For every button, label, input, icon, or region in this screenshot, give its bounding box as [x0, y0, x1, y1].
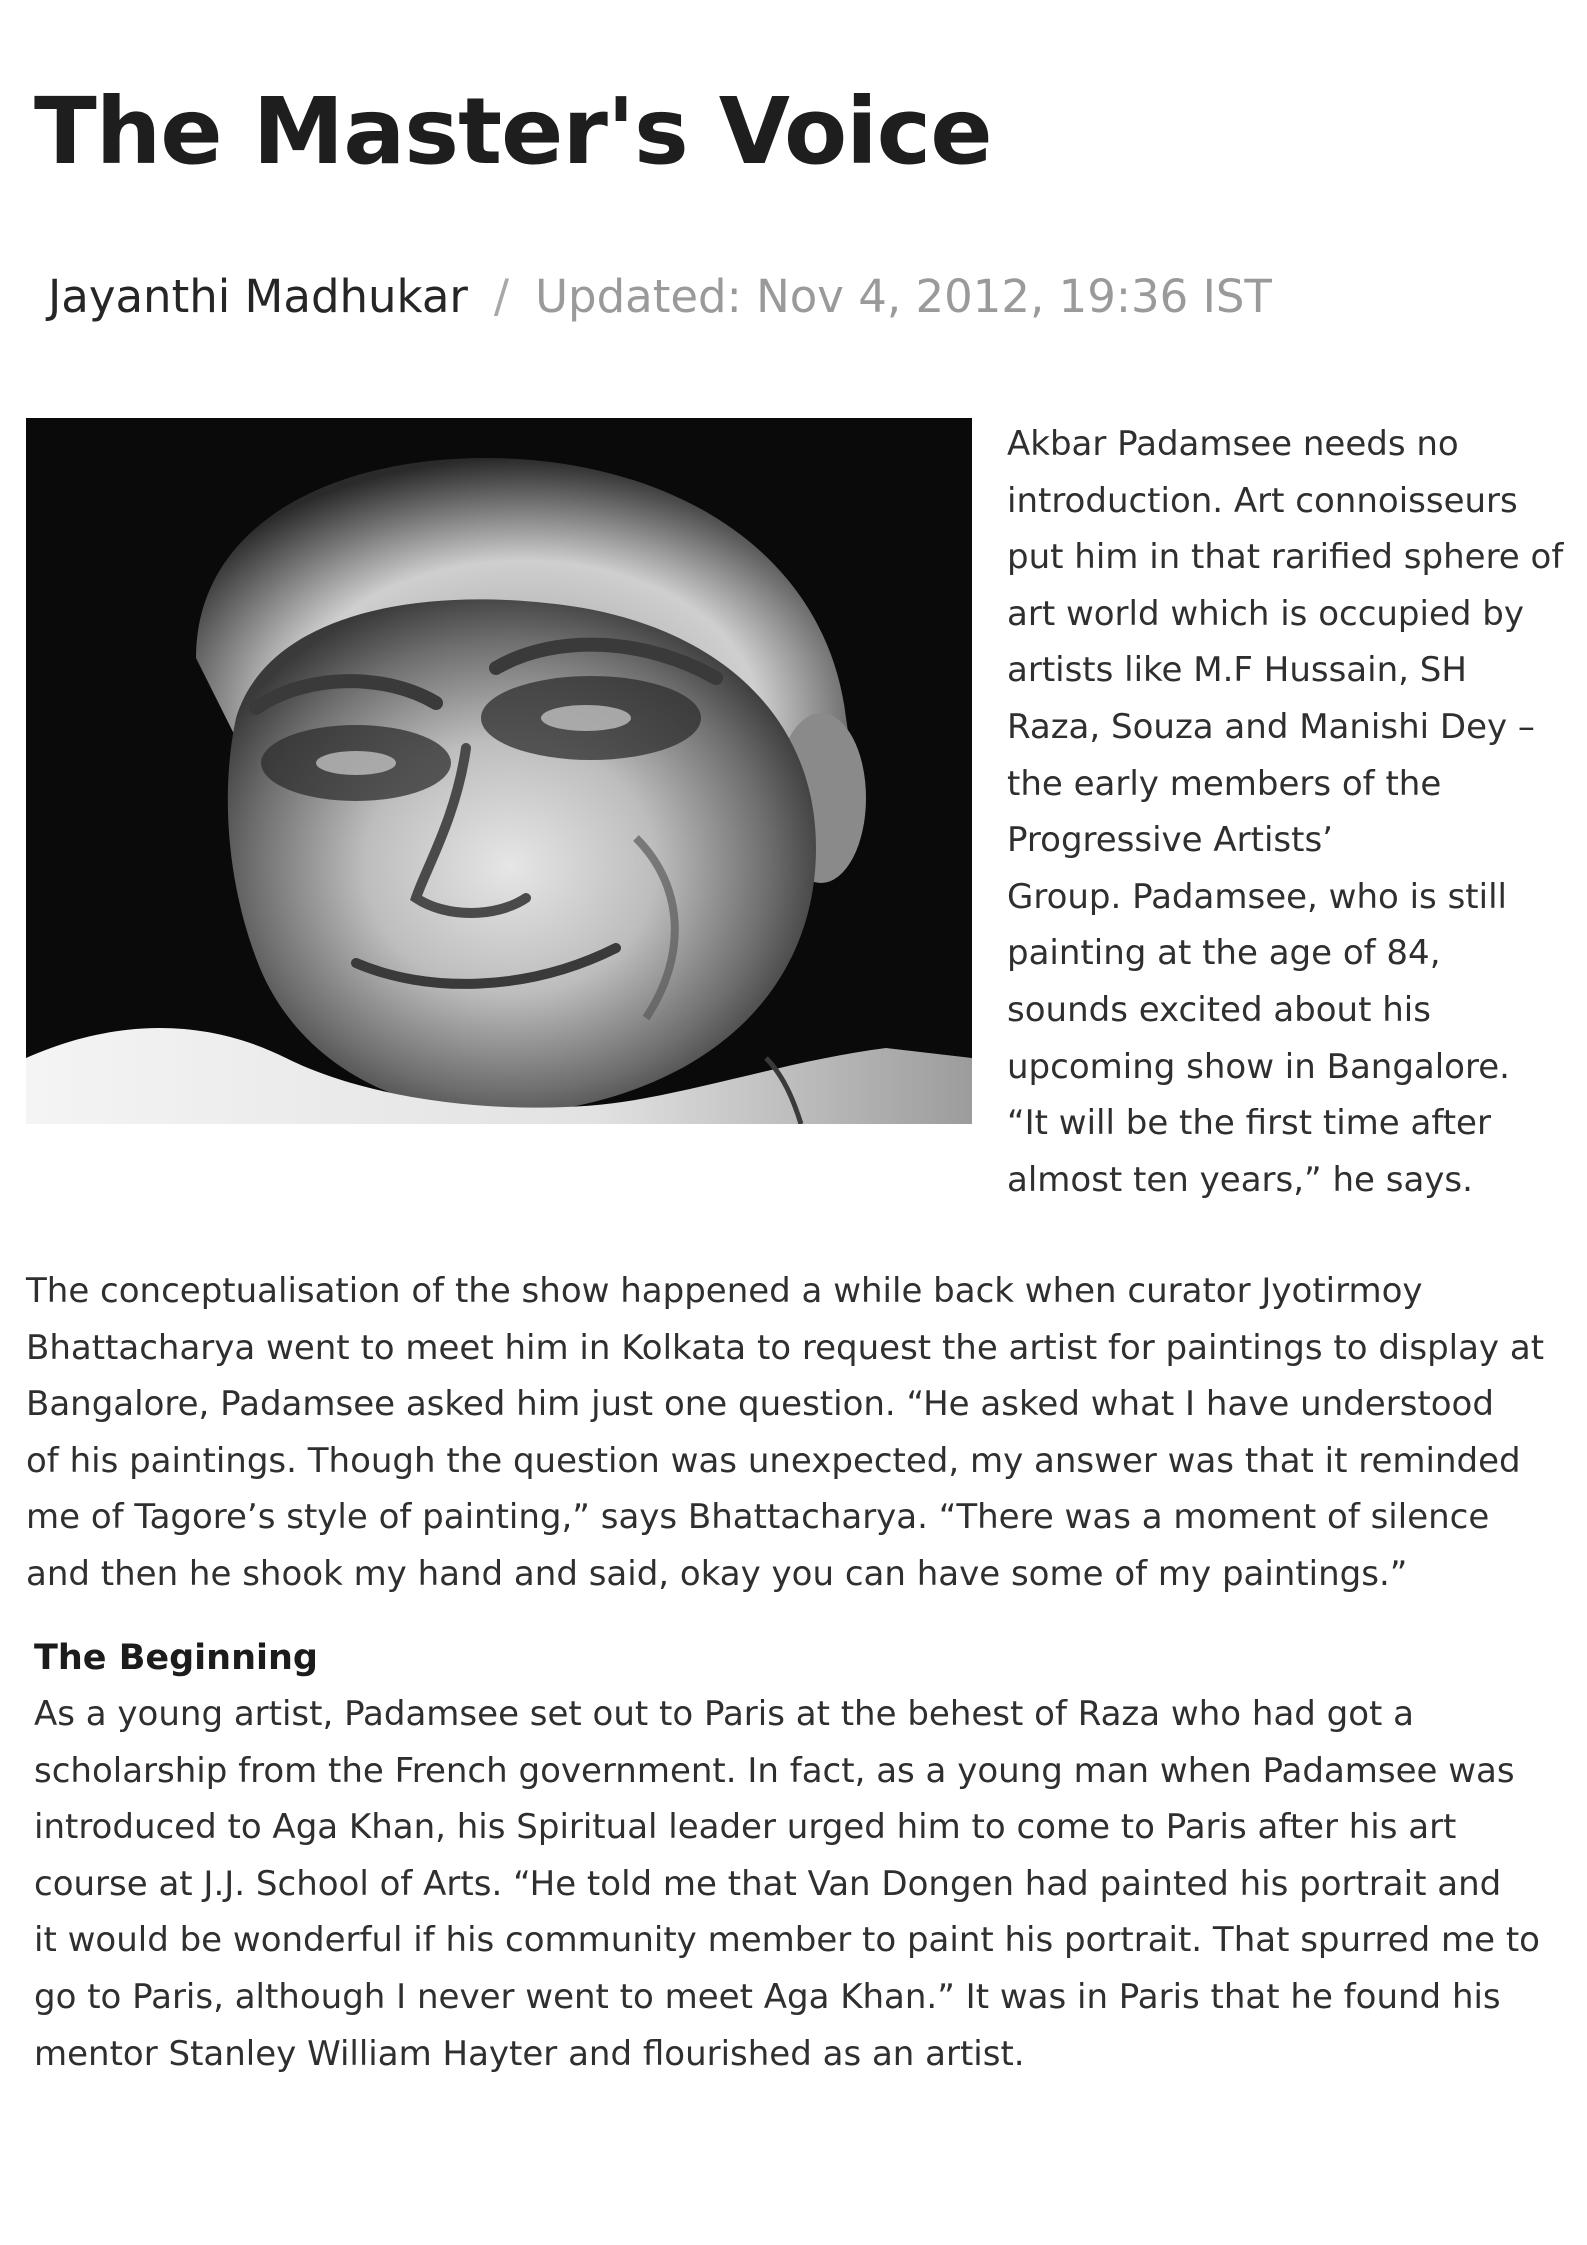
paragraph-line: Bhattacharya went to meet him in Kolkata to request the artist for paintings to display at [26, 1327, 1545, 1368]
article-title: The Master's Voice [34, 78, 992, 185]
paragraph-line: As a young artist, Padamsee set out to Paris at the behest of Raza who had got a [34, 1694, 1415, 1734]
author-name[interactable]: Jayanthi Madhukar [48, 270, 468, 323]
paragraph-line: Bangalore, Padamsee asked him just one question. “He asked what I have understood [26, 1384, 1494, 1425]
lead-line: Akbar Padamsee needs no [1007, 424, 1459, 464]
lead-line: sounds excited about his [1007, 989, 1431, 1030]
section-heading: The Beginning [34, 1638, 318, 1678]
paragraph-line: course at J.J. School of Arts. “He told me that Van Dongen had painted his portrait and [34, 1863, 1502, 1904]
paragraph-line: me of Tagore’s style of painting,” says Bhattacharya. “There was a moment of silence [26, 1497, 1490, 1538]
lead-line: put him in that rarified sphere of [1007, 537, 1564, 578]
lead-line: artists like M.F Hussain, SH [1007, 650, 1467, 691]
byline [48, 268, 1272, 326]
lead-line: Group. Padamsee, who is still [1007, 876, 1507, 917]
paragraph-line: introduced to Aga Khan, his Spiritual leader urged him to come to Paris after his art [34, 1807, 1457, 1848]
paragraph-line: go to Paris, although I never went to meet Aga Khan.” It was in Paris that he found his [34, 1976, 1501, 2017]
lead-line: “It will be the first time after [1007, 1103, 1491, 1144]
paragraph-line: it would be wonderful if his community member to paint his portrait. That spurred me to [34, 1920, 1540, 1961]
lead-line: painting at the age of 84, [1007, 933, 1441, 974]
paragraph-line: and then he shook my hand and said, okay you can have some of my paintings.” [26, 1553, 1408, 1594]
paragraph-line: mentor Stanley William Hayter and flourished as an artist. [34, 2033, 1025, 2074]
portrait-photo [26, 418, 972, 1124]
lead-line: introduction. Art connoisseurs [1007, 480, 1518, 521]
byline-separator: / [493, 270, 510, 323]
paragraph-line: of his paintings. Though the question was unexpected, my answer was that it reminded [26, 1440, 1521, 1481]
lead-line: art world which is occupied by [1007, 593, 1524, 634]
lead-line: the early members of the [1007, 763, 1442, 804]
lead-line: Progressive Artists’ [1007, 820, 1333, 861]
lead-paragraph [1007, 416, 1582, 1208]
body-paragraph-beginning [34, 1686, 1540, 2082]
body-paragraph-show [26, 1263, 1544, 1603]
paragraph-line: scholarship from the French government. In fact, as a young man when Padamsee was [34, 1750, 1515, 1791]
lead-line: Raza, Souza and Manishi Dey – [1007, 706, 1535, 747]
updated-timestamp: Updated: Nov 4, 2012, 19:36 IST [535, 270, 1272, 323]
paragraph-line: The conceptualisation of the show happened a while back when curator Jyotirmoy [26, 1271, 1423, 1311]
lead-line: upcoming show in Bangalore. [1007, 1046, 1510, 1087]
lead-line: almost ten years,” he says. [1007, 1159, 1473, 1200]
